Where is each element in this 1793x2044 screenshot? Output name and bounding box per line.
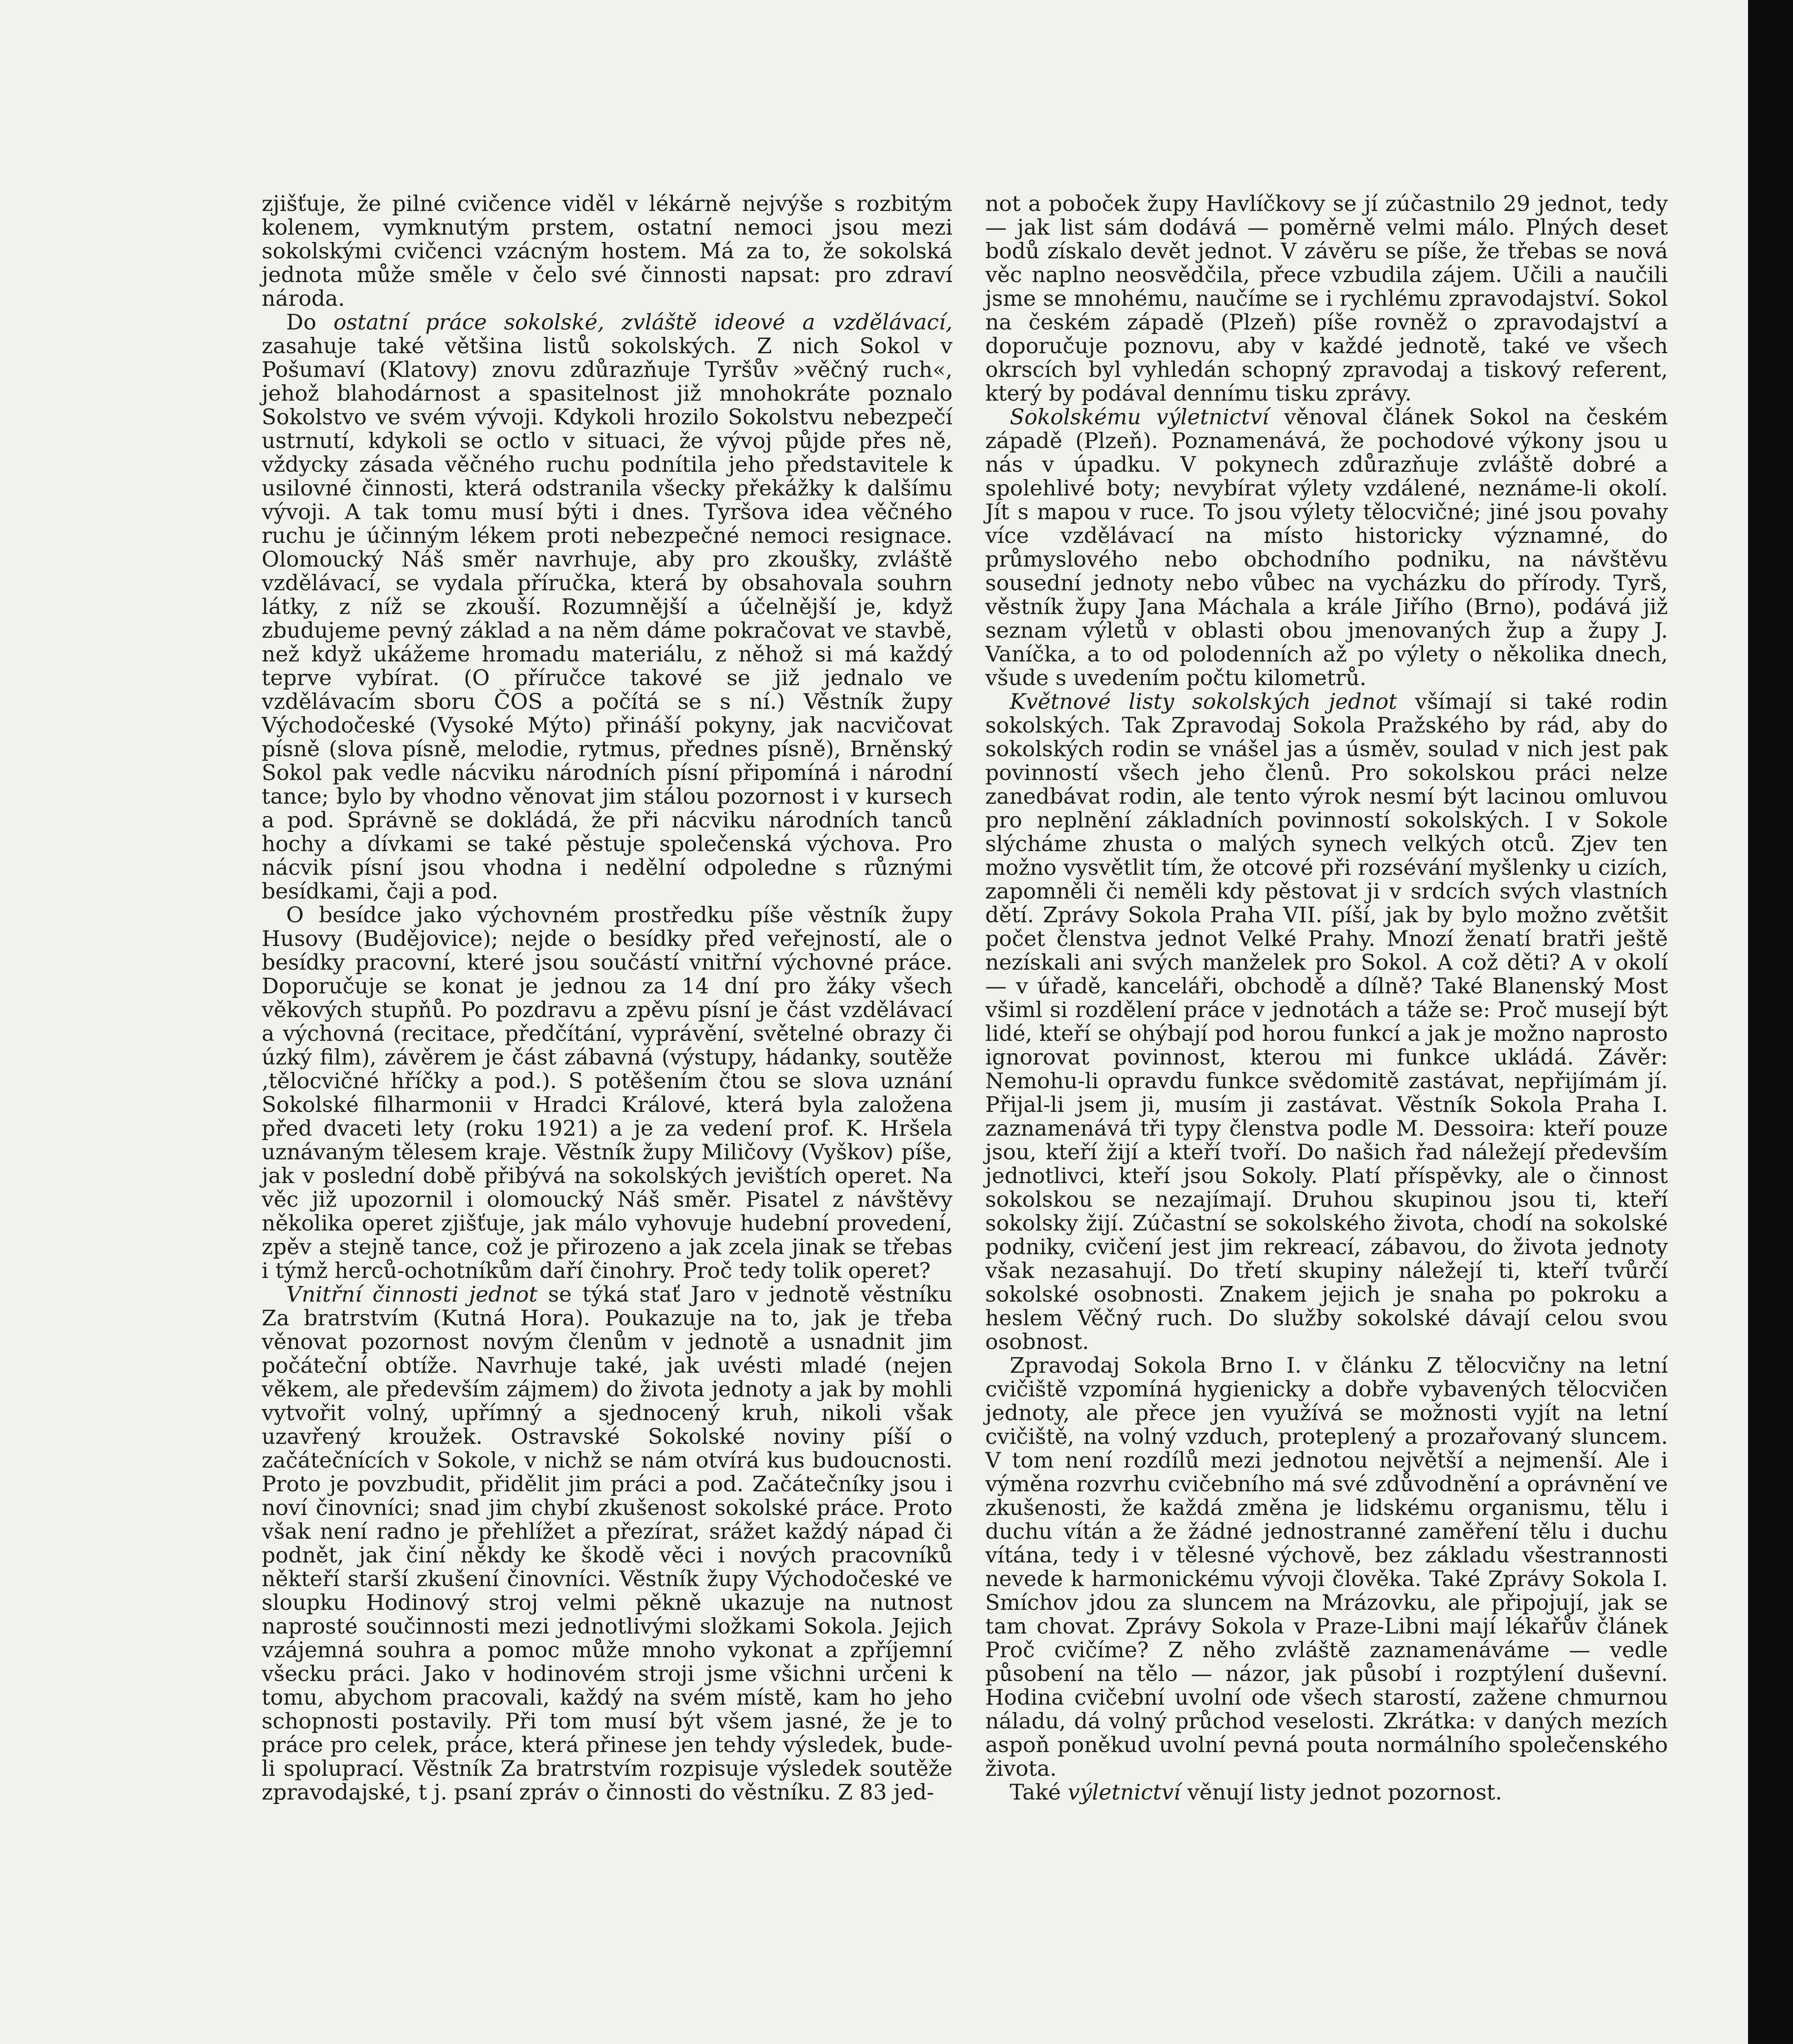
scan-border (1748, 0, 1793, 2044)
paragraph: Sokolskému výletnictví věnoval článek Sokol na českém západě (Plzeň). Poznamenává, že pochodové výkony jsou u nás v úpadku. V pokynech zdůrazňuje zvláště dobré a spolehlivé boty; nevybírat výlety vzdálené, neznáme-li okolí. Jít s mapou v ruce. To jsou výlety tělocvičné; jiné jsou povahy více vzdělávací na místo historicky významné, do průmyslového nebo obchodního podniku, na návštěvu sousední jednoty nebo vůbec na vycházku do přírody. Tyrš, věstník župy Jana Máchala a krále Jiřího (Brno), podává již seznam výletů v oblasti obou jmenovaných žup a župy J. Vaníčka, a to od polodenních až po výlety o několika dnech, všude s uvedením počtu kilometrů. (985, 405, 1668, 690)
paragraph: Vnitřní činnosti jednot se týká stať Jaro v jednotě věstníku Za bratrstvím (Kutná Hora). Poukazuje na to, jak je třeba věnovat pozornost novým členům v jednotě a usnadnit jim počáteční obtíže. Navrhuje také, jak uvésti mladé (nejen věkem, ale především zájmem) do života jednoty a jak by mohli vytvořit volný, upřímný a sjednocený kruh, nikoli však uzavřený kroužek. Ostravské Sokolské noviny píší o začátečnících v Sokole, v nichž se nám otvírá kus budoucnosti. Proto je povzbudit, přidělit jim práci a pod. Začátečníky jsou i noví činovníci; snad jim chybí zkušenost sokolské práce. Proto však není radno je přehlížet a přezírat, srážet každý nápad či podnět, jak činí někdy ke škodě věci i nových pracovníků někteří starší zkušení činovníci. Věstník župy Východočeské ve sloupku Hodinový stroj velmi pěkně ukazuje na nutnost naprosté součinnosti mezi jednotlivými složkami Sokola. Jejich vzájemná souhra a pomoc může mnoho vykonat a zpříjemní všecku práci. Jako v hodinovém stroji jsme všichni určeni k tomu, abychom pracovali, každý na svém místě, kam ho jeho schopnosti postavily. Při tom musí být všem jasné, že je to práce pro celek, práce, která přinese jen tehdy výsledek, bude-li spoluprací. Věstník Za bratrstvím rozpisuje výsledek soutěže zpravodajské, t j. psaní zpráv o činnosti do věstníku. Z 83 jed- (262, 1282, 953, 1805)
right-column (985, 192, 1668, 1804)
left-column (262, 192, 953, 1804)
paragraph: Do ostatní práce sokolské, zvláště ideové a vzdělávací, zasahuje také většina listů sokolských. Z nich Sokol v Pošumaví (Klatovy) znovu zdůrazňuje Tyršův »věčný ruch«, jehož blahodárnost a spasitelnost již mnohokráte poznalo Sokolstvo ve svém vývoji. Kdykoli hrozilo Sokolstvu nebezpečí ustrnutí, kdykoli se octlo v situaci, že vývoj půjde přes ně, vždycky zásada věčného ruchu podnítila jeho představitele k usilovné činnosti, která odstranila všecky překážky k dalšímu vývoji. A tak tomu musí býti i dnes. Tyršova idea věčného ruchu je účinným lékem proti nebezpečné nemoci resignace. Olomoucký Náš směr navrhuje, aby pro zkoušky, zvláště vzdělávací, se vydala příručka, která by obsahovala souhrn látky, z níž se zkouší. Rozumnější a účelnější je, když zbudujeme pevný základ a na něm dáme pokračovat ve stavbě, než když ukážeme hromadu materiálu, z něhož si má každý teprve vybírat. (O příručce takové se již jednalo ve vzdělávacím sboru ČOS a počítá se s ní.) Věstník župy Východočeské (Vysoké Mýto) přináší pokyny, jak nacvičovat písně (slova písně, melodie, rytmus, přednes písně), Brněnský Sokol pak vedle nácviku národních písní připomíná i národní tance; bylo by vhodno věnovat jim stálou pozornost i v kursech a pod. Správně se dokládá, že při nácviku národních tanců hochy a dívkami se také pěstuje společenská výchova. Pro nácvik písní jsou vhodna i nedělní odpoledne s různými besídkami, čaji a pod. (262, 310, 953, 904)
paragraph: Zpravodaj Sokola Brno I. v článku Z tělocvičny na letní cvičiště vzpomíná hygienicky a dobře vybavených tělocvičen jednoty, ale přece jen využívá se možnosti vyjít na letní cvičiště, na volný vzduch, proteplený a prozařovaný sluncem. V tom není rozdílů mezi jednotou největší a nejmenší. Ale i výměna rozvrhu cvičebního má své zdůvodnění a oprávnění ve zkušenosti, že každá změna je lidskému organismu, tělu i duchu vítán a že žádné jednostranné zaměření tělu i duchu vítána, tedy i v tělesné výchově, bez základu všestrannosti nevede k harmonickému vývoji člověka. Také Zprávy Sokola I. Smíchov jdou za sluncem na Mrázovku, ale připojují, jak se tam chovat. Zprávy Sokola v Praze-Libni mají lékařův článek Proč cvičíme? Z něho zvláště zaznamenáváme — vedle působení na tělo — názor, jak působí i rozptýlení duševní. Hodina cvičební uvolní ode všech starostí, zažene chmurnou náladu, dá volný průchod veselosti. Zkrátka: v daných mezích aspoň poněkud uvolní pevná pouta normálního společenského života. (985, 1353, 1668, 1781)
paragraph: zjišťuje, že pilné cvičence viděl v lékárně nejvýše s rozbitým kolenem, vymknutým prstem, ostatní nemoci jsou mezi sokolskými cvičenci vzácným hostem. Má za to, že sokolská jednota může směle v čelo své činnosti napsat: pro zdraví národa. (262, 191, 953, 311)
paragraph: Také výletnictví věnují listy jednot pozornost. (1010, 1780, 1502, 1805)
paragraph: Květnové listy sokolských jednot všímají si také rodin sokolských. Tak Zpravodaj Sokola Pražského by rád, aby do sokolských rodin se vnášel jas a úsměv, soulad v nich jest pak povinností všech jeho členů. Pro sokolskou práci nelze zanedbávat rodin, ale tento výrok nesmí být lacinou omluvou pro neplnění základních povinností sokolských. I v Sokole slýcháme zhusta o malých synech velkých otců. Zjev ten možno vysvětlit tím, že otcové při rozsévání myšlenky u cizích, zapomněli či neměli kdy pěstovat ji v srdcích svých vlastních dětí. Zprávy Sokola Praha VII. píší, jak by bylo možno zvětšit počet členstva jednot Velké Prahy. Mnozí ženatí bratři ještě nezískali ani svých manželek pro Sokol. A což děti? A v okolí — v úřadě, kanceláři, obchodě a dílně? Také Blanenský Most všiml si rozdělení práce v jednotách a táže se: Proč musejí být lidé, kteří se ohýbají pod horou funkcí a jak je možno naprosto ignorovat povinnost, kterou mi funkce ukládá. Závěr: Nemohu-li opravdu funkce svědomitě zastávat, nepřijímám jí. Přijal-li jsem ji, musím ji zastávat. Věstník Sokola Praha I. zaznamenává tři typy členstva podle M. Dessoira: kteří pouze jsou, kteří žijí a kteří tvoří. Do našich řad náležejí především jednotlivci, kteří jsou Sokoly. Platí příspěvky, ale o činnost sokolskou se nezajímají. Druhou skupinou jsou ti, kteří sokolsky žijí. Zúčastní se sokolského života, chodí na sokolské podniky, cvičení jest jim rekreací, zábavou, do života jednoty však nezasahují. Do třetí skupiny náležejí ti, kteří tvůrčí sokolské osobnosti. Znakem jejich je snaha po pokroku a heslem Věčný ruch. Do služby sokolské dávají celou svou osobnost. (985, 689, 1668, 1354)
paragraph: O besídce jako výchovném prostředku píše věstník župy Husovy (Budějovice); nejde o besídky před veřejností, ale o besídky pracovní, které jsou součástí vnitřní výchovné práce. Doporučuje se konat je jednou za 14 dní pro žáky všech věkových stupňů. Po pozdravu a zpěvu písní je část vzdělávací a výchovná (recitace, předčítání, vyprávění, světelné obrazy či úzký film), závěrem je část zábavná (výstupy, hádanky, soutěže ‚tělocvičné hříčky a pod.). S potěšením čtou se slova uznání Sokolské filharmonii v Hradci Králové, která byla založena před dvaceti lety (roku 1921) a je za vedení prof. K. Hršela uznávaným tělesem kraje. Věstník župy Miličovy (Vyškov) píše, jak v poslední době přibývá na sokolských jevištích operet. Na věc již upozornil i olomoucký Náš směr. Pisatel z návštěvy několika operet zjišťuje, jak málo vyhovuje hudební provedení, zpěv a stejně tance, což je přirozeno a jak zcela jinak se třebas i týmž herců-ochotníkům daří činohry. Proč tedy tolik operet? (262, 903, 953, 1283)
paragraph: not a poboček župy Havlíčkovy se jí zúčastnilo 29 jednot, tedy — jak list sám dodává — poměrně velmi málo. Plných deset bodů získalo devět jednot. V závěru se píše, že třebas se nová věc naplno neosvědčila, přece vzbudila zájem. Učili a naučili jsme se mnohému, naučíme se i rychlému zpravodajství. Sokol na českém západě (Plzeň) píše rovněž o zpravodajství a doporučuje poznovu, aby v každé jednotě, také ve všech okrscích byl vyhledán schopný zpravodaj a tiskový referent, který by podával dennímu tisku zprávy. (985, 191, 1668, 406)
